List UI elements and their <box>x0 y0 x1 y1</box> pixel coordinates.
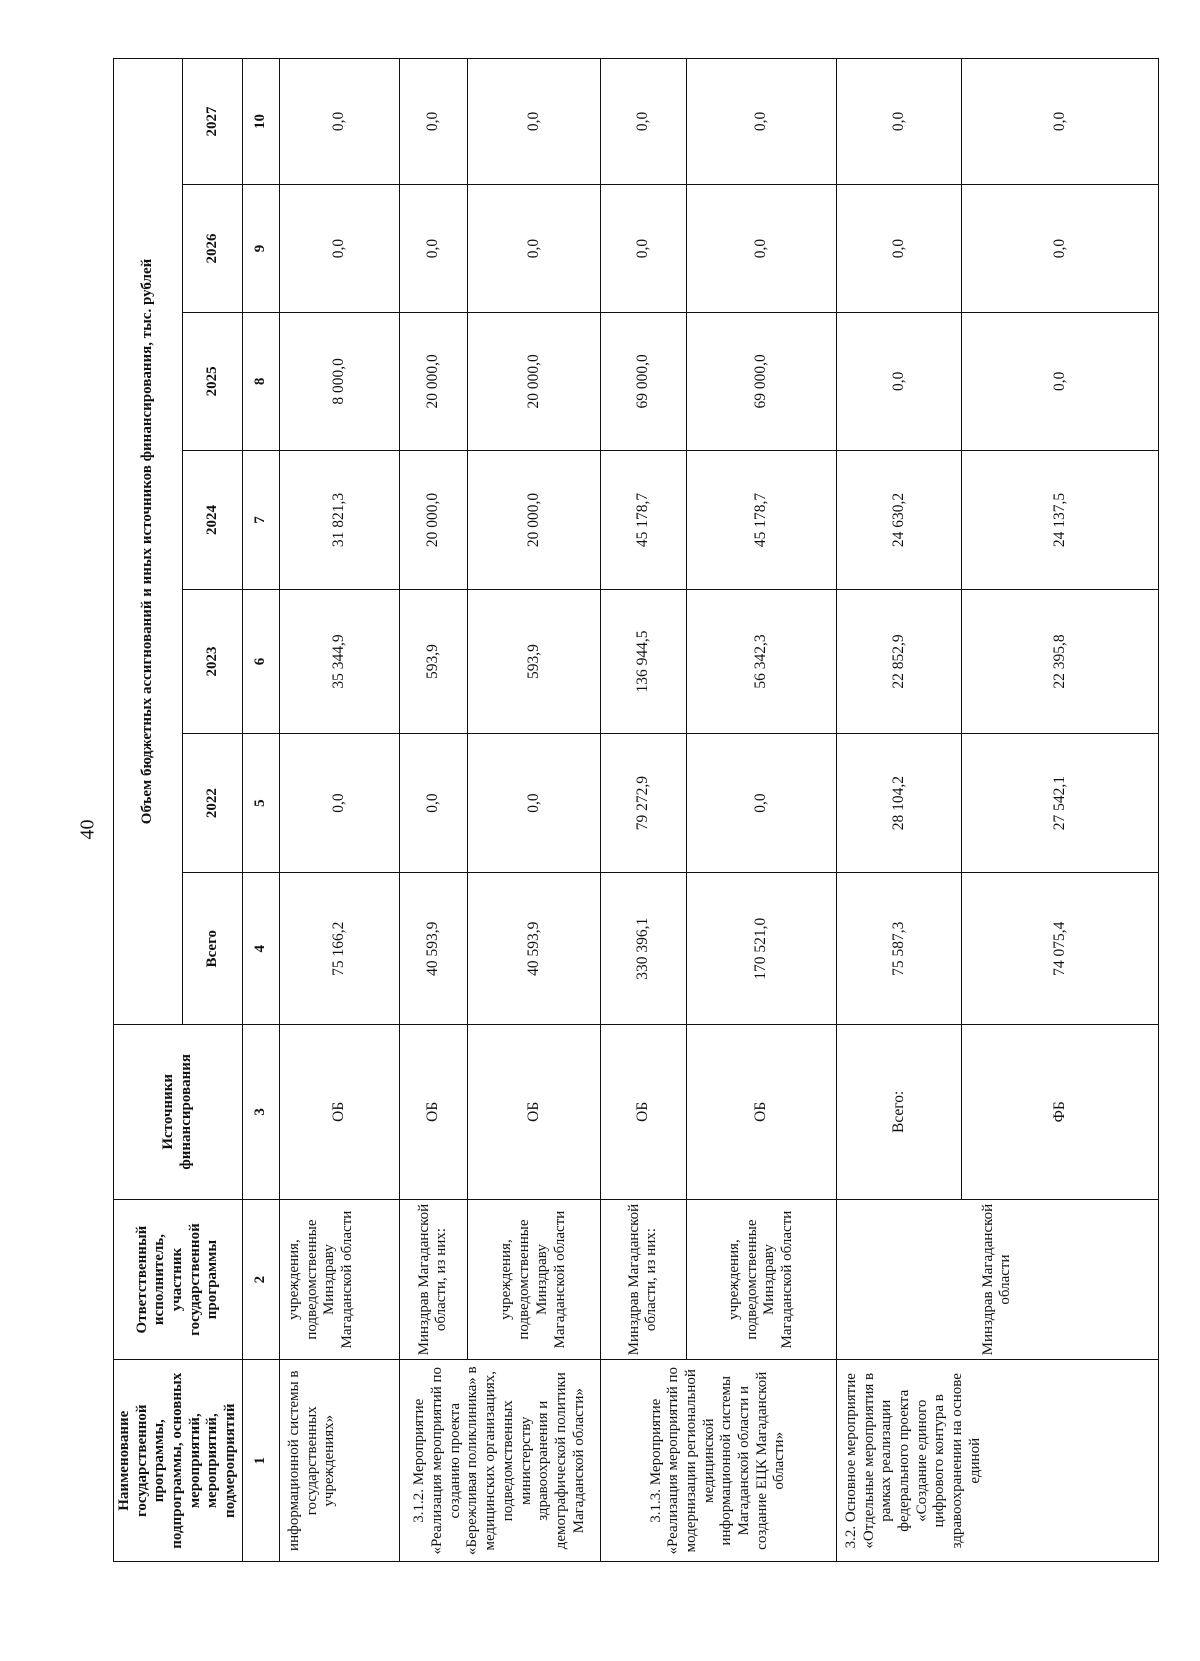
table-row <box>836 59 961 1562</box>
value-2023: 136 944,5 <box>600 590 686 733</box>
value-2023: 22 395,8 <box>961 590 1158 733</box>
row-source: ОБ <box>600 1024 686 1199</box>
value-2027: 0,0 <box>836 59 961 185</box>
value-2022: 0,0 <box>399 733 467 873</box>
value-2025: 20 000,0 <box>467 313 600 450</box>
value-total: 40 593,9 <box>467 873 600 1024</box>
value-2023: 593,9 <box>399 590 467 733</box>
row-executor: Минздрав Магаданской области <box>836 1199 1158 1360</box>
header-2025: 2025 <box>183 313 242 450</box>
value-2023: 593,9 <box>467 590 600 733</box>
column-number: 7 <box>242 450 279 590</box>
column-number: 2 <box>242 1199 279 1360</box>
value-2022: 79 272,9 <box>600 733 686 873</box>
rotated-table-frame <box>113 58 1157 1562</box>
row-name: информационной системы в государственных учреждениях» <box>279 1360 399 1562</box>
value-2024: 31 821,3 <box>279 450 399 590</box>
value-2026: 0,0 <box>600 184 686 312</box>
value-2024: 24 137,5 <box>961 450 1158 590</box>
header-2022: 2022 <box>183 733 242 873</box>
row-source: ОБ <box>279 1024 399 1199</box>
table-row <box>600 59 686 1562</box>
value-2024: 24 630,2 <box>836 450 961 590</box>
row-executor: учреждения, подведомственные Минздраву Магаданской области <box>686 1199 836 1360</box>
table-row <box>399 59 467 1562</box>
value-2025: 69 000,0 <box>686 313 836 450</box>
value-2027: 0,0 <box>279 59 399 185</box>
column-number: 9 <box>242 184 279 312</box>
row-name: 3.1.3. Мероприятие «Реализация мероприятий по модернизации региональной медицинской информационной системы Магаданской области и создание ЕЦК Магаданской области» <box>600 1360 836 1562</box>
value-2025: 8 000,0 <box>279 313 399 450</box>
value-2022: 28 104,2 <box>836 733 961 873</box>
value-2026: 0,0 <box>279 184 399 312</box>
value-2026: 0,0 <box>961 184 1158 312</box>
column-number-row <box>242 59 279 1562</box>
header-volume: Объем бюджетных ассигнований и иных источников финансирования, тыс. рублей <box>114 59 183 1025</box>
row-executor: Минздрав Магаданской области, из них: <box>399 1199 467 1360</box>
value-2024: 45 178,7 <box>600 450 686 590</box>
row-source: ОБ <box>686 1024 836 1199</box>
table-container <box>113 58 1157 1562</box>
column-number: 4 <box>242 873 279 1024</box>
value-2024: 20 000,0 <box>399 450 467 590</box>
table-row <box>467 59 600 1562</box>
value-2024: 45 178,7 <box>686 450 836 590</box>
header-total: Всего <box>183 873 242 1024</box>
value-2023: 22 852,9 <box>836 590 961 733</box>
row-source: Всего: <box>836 1024 961 1199</box>
column-number: 8 <box>242 313 279 450</box>
value-2026: 0,0 <box>686 184 836 312</box>
value-2023: 56 342,3 <box>686 590 836 733</box>
value-2027: 0,0 <box>686 59 836 185</box>
column-number: 10 <box>242 59 279 185</box>
value-2025: 69 000,0 <box>600 313 686 450</box>
header-name: Наименование государственной программы, подпрограммы, основных мероприятий, мероприятий, подмероприятий <box>114 1360 243 1562</box>
header-executor: Ответственный исполнитель, участник государственной программы <box>114 1199 243 1360</box>
header-sources: Источники финансирования <box>114 1024 243 1199</box>
value-2022: 27 542,1 <box>961 733 1158 873</box>
row-executor: учреждения, подведомственные Минздраву Магаданской области <box>279 1199 399 1360</box>
column-number: 5 <box>242 733 279 873</box>
value-2027: 0,0 <box>467 59 600 185</box>
row-executor: учреждения, подведомственные Минздраву Магаданской области <box>467 1199 600 1360</box>
value-total: 330 396,1 <box>600 873 686 1024</box>
value-2022: 0,0 <box>467 733 600 873</box>
table-row <box>279 59 399 1562</box>
value-total: 75 166,2 <box>279 873 399 1024</box>
value-2025: 0,0 <box>961 313 1158 450</box>
financing-table <box>113 58 1159 1562</box>
value-2026: 0,0 <box>836 184 961 312</box>
value-2025: 0,0 <box>836 313 961 450</box>
value-total: 75 587,3 <box>836 873 961 1024</box>
value-total: 74 075,4 <box>961 873 1158 1024</box>
row-source: ОБ <box>467 1024 600 1199</box>
value-total: 170 521,0 <box>686 873 836 1024</box>
value-2026: 0,0 <box>399 184 467 312</box>
row-source: ФБ <box>961 1024 1158 1199</box>
value-2027: 0,0 <box>600 59 686 185</box>
header-2027: 2027 <box>183 59 242 185</box>
column-number: 6 <box>242 590 279 733</box>
value-2025: 20 000,0 <box>399 313 467 450</box>
page-number: 40 <box>76 819 99 840</box>
value-2027: 0,0 <box>961 59 1158 185</box>
row-name: 3.1.2. Мероприятие «Реализация мероприятий по созданию проекта «Бережливая поликлиника» в медицинских организациях, подведомственных министерству здравоохранения и демографической политики Магаданской области» <box>399 1360 600 1562</box>
header-row-1 <box>114 59 183 1562</box>
header-2026: 2026 <box>183 184 242 312</box>
column-number: 3 <box>242 1024 279 1199</box>
value-2023: 35 344,9 <box>279 590 399 733</box>
row-executor: Минздрав Магаданской области, из них: <box>600 1199 686 1360</box>
value-2022: 0,0 <box>686 733 836 873</box>
table-row <box>686 59 836 1562</box>
column-number: 1 <box>242 1360 279 1562</box>
header-2023: 2023 <box>183 590 242 733</box>
value-2026: 0,0 <box>467 184 600 312</box>
value-total: 40 593,9 <box>399 873 467 1024</box>
row-source: ОБ <box>399 1024 467 1199</box>
value-2024: 20 000,0 <box>467 450 600 590</box>
row-name: 3.2. Основное мероприятие «Отдельные мероприятия в рамках реализации федерального проекта «Создание единого цифрового контура в здравоохранении на основе единой <box>836 1360 1158 1562</box>
header-2024: 2024 <box>183 450 242 590</box>
value-2027: 0,0 <box>399 59 467 185</box>
value-2022: 0,0 <box>279 733 399 873</box>
